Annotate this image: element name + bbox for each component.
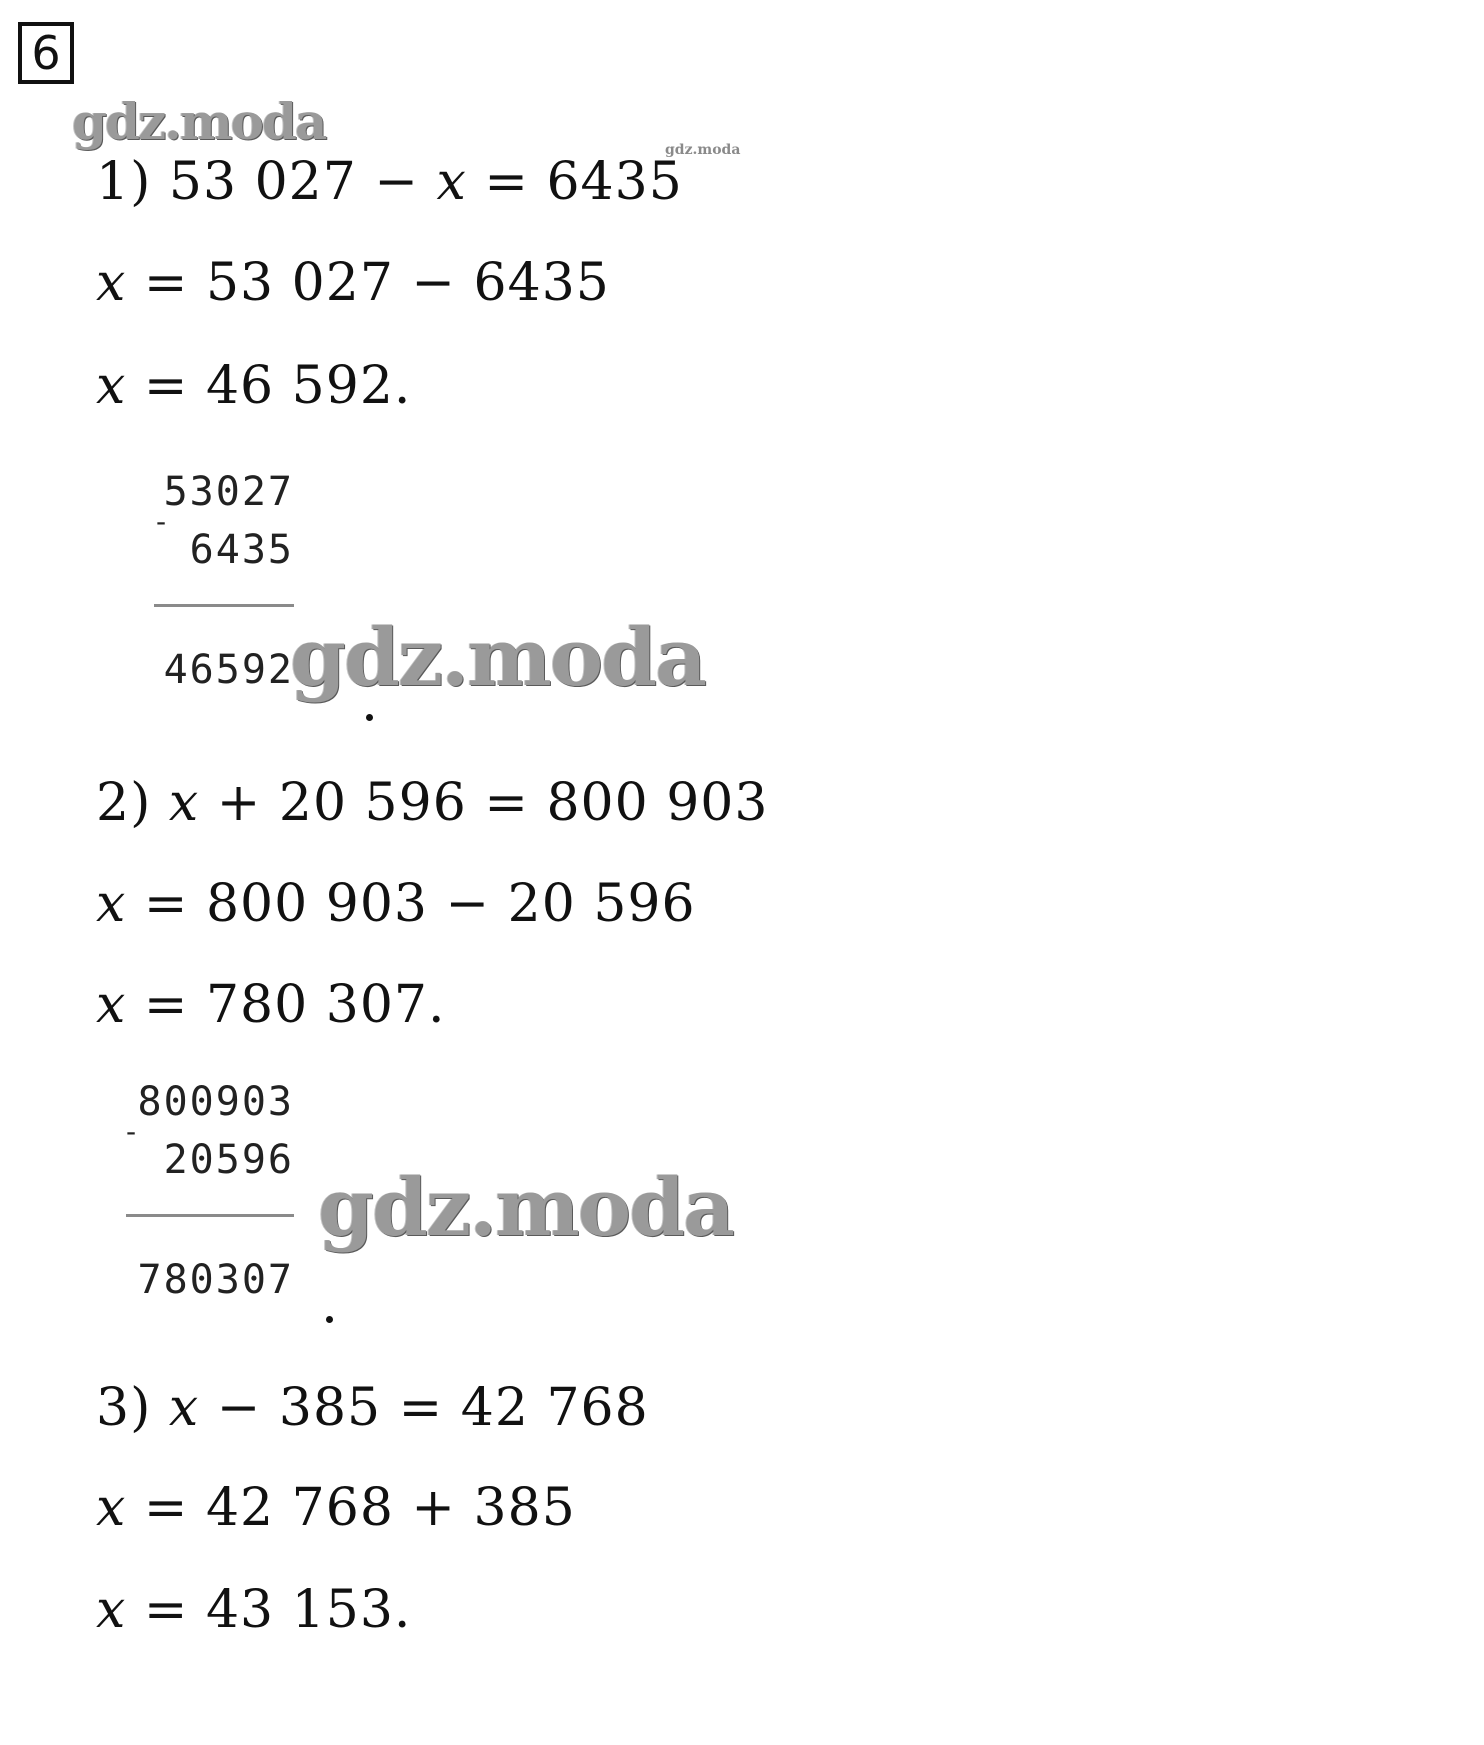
part1-line1: 1) 53 027 − x = 6435 [96, 152, 683, 212]
part1-line2: x = 53 027 − 6435 [96, 253, 610, 313]
part2-result: 780307 [137, 1257, 294, 1303]
part1-result: 46592 [163, 647, 294, 693]
task-number: 6 [18, 22, 74, 84]
part1-dot [366, 714, 373, 721]
part2-rule [126, 1214, 294, 1217]
part2-subtrahend: 20596 [163, 1137, 294, 1183]
part2-line2: x = 800 903 − 20 596 [96, 874, 696, 934]
part1-column-subtraction [150, 468, 294, 698]
part2-column-subtraction [122, 1078, 294, 1308]
part2-minus-sign: - [126, 1115, 139, 1148]
part1-minuend: 53027 [163, 469, 294, 515]
part2-minuend: 800903 [137, 1079, 294, 1125]
watermark-middle: gdz.moda [290, 610, 705, 704]
part1-subtrahend: 6435 [189, 527, 294, 573]
watermark-small: gdz.moda [665, 142, 741, 158]
part1-minus-sign: - [156, 505, 169, 538]
part3-line2: x = 42 768 + 385 [96, 1478, 576, 1538]
part2-line3: x = 780 307. [96, 975, 446, 1035]
part2-dot [326, 1316, 333, 1323]
part2-line1: 2) x + 20 596 = 800 903 [96, 773, 769, 833]
part3-line3: x = 43 153. [96, 1580, 412, 1640]
part3-line1: 3) x − 385 = 42 768 [96, 1378, 649, 1438]
part1-line3: x = 46 592. [96, 356, 412, 416]
part1-rule [154, 604, 294, 607]
watermark-top: gdz.moda [72, 92, 326, 151]
watermark-bottom: gdz.moda [318, 1160, 733, 1254]
